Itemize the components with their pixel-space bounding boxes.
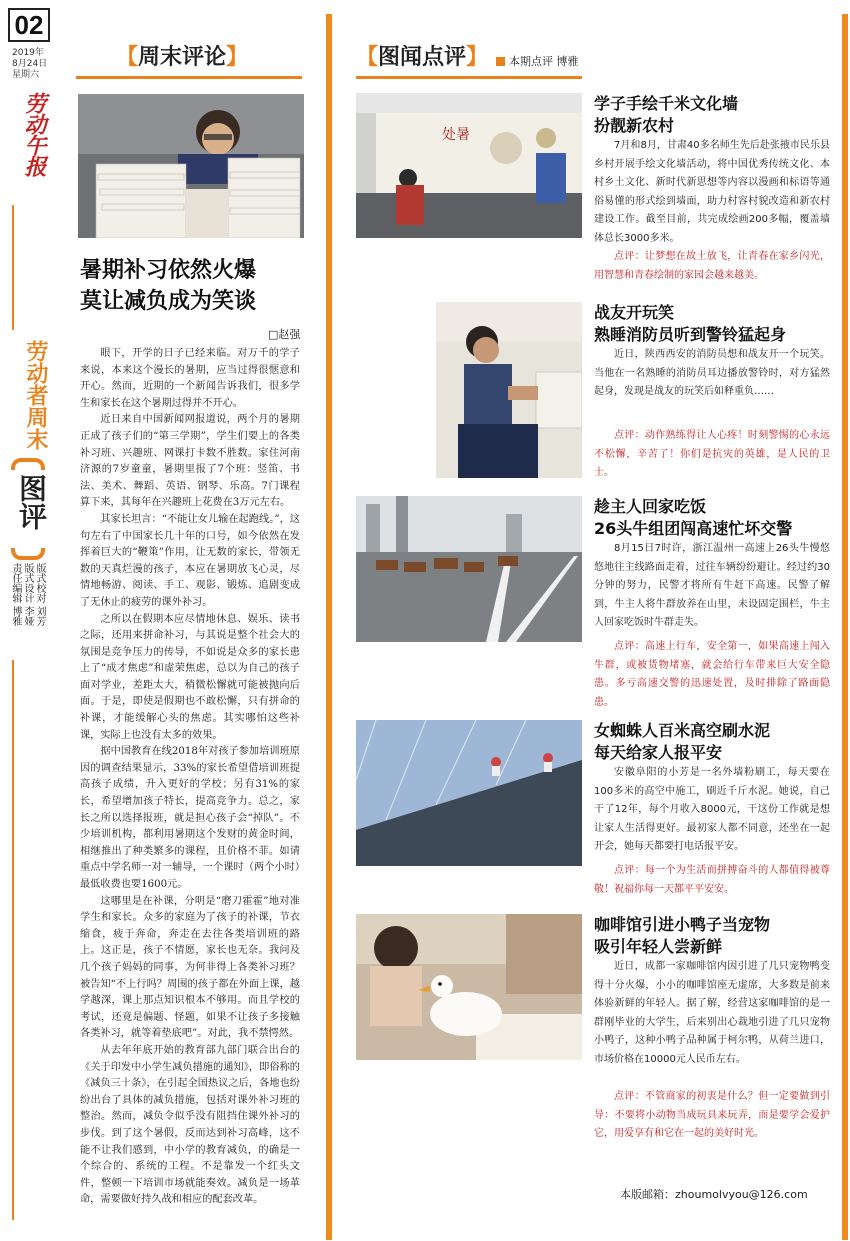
paragraph: 从去年年底开始的教育部九部门联合出台的《关于印发中小学生减负措施的通知》，即俗称的《减负三十条》，在引起全国热议之后，各地也纷纷出台了具体的减负措施，包括对课外补习班的整治。然而，减负令似乎没有阻挡住课外补习的步伐。到了这个暑假，反而达到补习高峰，这不能不让我们感到，中小学的教育减负，的确是一个综合的、系统的工程。不是靠发一个红头文件，整顿一下培训市场就能奏效。减负是一场革命，需要做好持久战和相应的配套改革。 — [80, 1044, 300, 1206]
item-title-line-1: 学子手绘千米文化墙 — [594, 94, 739, 113]
section-header-commentary — [116, 44, 248, 70]
headline-line-1: 暑期补习依然火爆 — [80, 258, 257, 283]
item-title-line-2: 熟睡消防员听到警铃猛起身 — [594, 325, 787, 344]
photo-cafe-duck — [356, 914, 582, 1060]
item-text: 8月15日7时许，浙江温州一高速上26头牛慢悠悠地往主线路面走着，过往车辆纷纷避让。经过约30分钟的努力，民警才将所有牛赶下高速。民警了解到，牛主人将牛群放养在山里，未设固定围栏，牛主人回家吃饭时牛群走失。 — [594, 543, 830, 629]
photo-wall-painting — [356, 93, 582, 238]
item-comment: 点评：高速上行车，安全第一，如果高速上闯入牛群，或被货物堵塞，就会给行车带来巨大安全隐患。多亏高速交警的迅速处置，及时排除了路面隐患。 — [594, 641, 830, 708]
photo-spider-woman — [356, 720, 582, 866]
header-bracket-open: 【 — [356, 44, 379, 70]
date-day: 8月24日 — [12, 59, 48, 69]
item-title — [594, 914, 834, 958]
item-title — [594, 93, 834, 137]
item-title — [594, 302, 834, 346]
photo-student-books — [78, 94, 304, 238]
photo-cattle-highway — [356, 496, 582, 642]
photo-firefighter — [436, 302, 582, 478]
item-title-line-2: 26头牛组团闯高速忙坏交警 — [594, 519, 793, 538]
column-divider-left — [326, 14, 332, 1240]
paragraph: 其家长坦言：“不能让女儿输在起跑线。”，这句左右了中国家长几十年的口号，如今依然在发挥着巨大的“鞭策”作用，让无数的家长，带领无数的天真烂漫的孩子，本应在暑期放飞心灵，尽情地畅游、阅读、手工、观影、锻炼、追剧变成了无休止的疲劳的课外补习。 — [80, 513, 300, 608]
item-title-line-2: 每天给家人报平安 — [594, 743, 723, 762]
item-comment: 点评：动作熟练得让人心疼！时刻警惕的心永远不松懈，辛苦了！你们是抗灾的英雄，是人民的卫士。 — [594, 430, 830, 479]
date-year: 2019年 — [12, 48, 44, 58]
article-headline — [80, 255, 326, 317]
headline-line-2: 莫让减负成为笑谈 — [80, 289, 257, 314]
item-title-line-2: 扮靓新农村 — [594, 116, 675, 135]
page-sidebar — [0, 0, 66, 1241]
paragraph: 近日来自中国新闻网报道说，两个月的暑期正成了孩子们的“第三学期”，学生们要上的各类补习班、兴趣班、网课打卡数不胜数。家住河南济源的7岁童童，暑期里报了7个班：竖笛、书法、美术、舞蹈、英语、钢琴、乐高。7门课程算下来，其每年在兴趣班上花费在3万元左右。 — [80, 414, 300, 509]
item-text: 近日，成都一家咖啡馆内因引进了几只宠物鸭变得十分火爆，小小的咖啡馆座无虚席，大多数是前来体验新鲜的年轻人。据了解，经营这家咖啡馆的是一群刚毕业的大学生，后来别出心裁地引进了几只宠物小鸭子，这种小鸭子品种属于柯尔鸭，从荷兰进口，市场价格在10000元人民币左右。 — [594, 961, 830, 1065]
student-books-illustration — [78, 94, 304, 238]
bracket-bottom-icon — [11, 548, 45, 560]
item-text: 近日，陕西西安的消防员想和战友开一个玩笑。当他在一名熟睡的消防员耳边播放警铃时，对方猛然起身，发现是战友的玩笑后如释重负…… — [594, 349, 830, 398]
editor-note: 本期点评 博雅 — [509, 55, 579, 68]
paragraph: 之所以在假期本应尽情地休息、娱乐、读书之际，还用来拼命补习，与其说是整个社会大的氛围是竞争压力的传导，不如说是众多的家长患上了“成才焦虑”和虚荣焦虑，总以为自己的孩子面对学业，差距太大，稍微松懈就可能被抛向后面。于是，即使是假期也不敢松懈，只有拼命的补课，才能缓解心头的焦虑。其实哪怕这些补课，实际上也没有太多的效果。 — [80, 613, 300, 741]
cattle-highway-illustration — [356, 496, 582, 642]
header-bracket-open: 【 — [116, 44, 139, 70]
bracket-top-icon — [11, 458, 45, 470]
article-body — [80, 346, 300, 1209]
item-title-line-2: 吸引年轻人尝新鲜 — [594, 937, 723, 956]
cafe-duck-illustration — [356, 914, 582, 1060]
item-comment: 点评：让梦想在故土放飞，让青春在家乡闪光，用智慧和青春绘制的家园会越来越美。 — [594, 251, 830, 281]
section-title: 劳动者周末 — [23, 340, 48, 450]
header-bracket-close: 】 — [466, 44, 489, 70]
svg-text:处暑: 处暑 — [442, 127, 470, 143]
item-text: 7月和8月，甘肃40多名师生先后赴张掖市民乐县乡村开展手绘文化墙活动，将中国优秀传统文化、本村乡土文化、新时代新思想等内容以漫画和标语等通俗易懂的形式绘到墙面，助力村容村貌改造和新农村建设工作。截至目前，共完成绘画200多幅，覆盖墙体总长3000多米。 — [594, 140, 830, 244]
page-footer-email: 本版邮箱：zhoumolvyou@126.com — [620, 1188, 808, 1201]
item-title — [594, 496, 834, 540]
newspaper-logo: 劳动午报 — [21, 92, 47, 176]
header-bracket-close: 】 — [226, 44, 249, 70]
article-author: □赵强 — [268, 328, 301, 341]
item-comment: 点评：每一个为生活而拼搏奋斗的人都值得被尊敬！祝福你每一天都平平安安。 — [594, 865, 830, 895]
sidebar-rule-top — [12, 205, 14, 330]
wall-painting-illustration — [356, 93, 582, 238]
header-text: 周末评论 — [138, 44, 227, 70]
item-comment: 点评：不管商家的初衷是什么？但一定要做到引导：不要将小动物当成玩具来玩弄，而是要学会爱护它，用爱享有和它在一起的美好时光。 — [594, 1091, 830, 1140]
sidebar-rule-bottom — [12, 660, 14, 1220]
item-title-line-1: 女蜘蛛人百米高空刷水泥 — [594, 721, 771, 740]
column-divider-right — [842, 14, 848, 1240]
section-header-photo-review — [356, 44, 488, 70]
item-title — [594, 720, 834, 764]
spider-woman-illustration — [356, 720, 582, 866]
item-text: 安徽阜阳的小芳是一名外墙粉刷工，每天要在100多米的高空中施工，刷近千斤水泥。她说，自己干了12年，每个月收入8000元，干这份工作就是想让家人生活得更好。最初家人都不同意，还坐在一起开会，她每天都要打电话报平安。 — [594, 767, 830, 853]
credit-layout: 版式校对 刘芳 — [34, 563, 45, 627]
date-weekday: 星期六 — [12, 70, 40, 80]
item-title-line-1: 战友开玩笑 — [594, 303, 675, 322]
paragraph: 这哪里是在补课，分明是“磨刀霍霍”地对准学生和家长。众多的家庭为了孩子的补课，节衣缩食，疲于奔命，奔走在去往各类培训班的路上。这正是，孩子不情愿，家长也无奈。我问及几个孩子妈妈的同事，为何非得上各类补习班？被告知“不上行吗？周围的孩子都在外面上课，越学越深，课上那点知识根本不够用。而且学校的考试，还竟是偏题、怪题，如果不让孩子多接触各类补习，就等着垫底吧”。对此，我不禁愕然。 — [80, 895, 300, 1040]
square-bullet-icon — [496, 57, 505, 66]
paragraph: 据中国教育在线2018年对孩子参加培训班原因的调查结果显示，33%的家长希望借培训班提高孩子成绩，升入更好的学校；另有31%的家长，希望增加孩子特长，提高竞争力。总之，家长之所以选择报班，就是担心孩子会“掉队”。不少培训机构，都利用暑期这个发财的黄金时间，相继推出了种类繁多的课程，且价格不菲。如请重点中学名师一对一辅导，一个课时（两个小时）最低收费也要1600元。 — [80, 746, 300, 890]
page-number: 02 — [8, 8, 50, 42]
firefighter-illustration — [436, 302, 582, 478]
item-title-line-1: 趁主人回家吃饭 — [594, 497, 707, 516]
section-name: 图评 — [15, 474, 48, 530]
credit-design: 版式设计 李娅 — [22, 563, 33, 627]
item-title-line-1: 咖啡馆引进小鸭子当宠物 — [594, 915, 771, 934]
credit-editor: 责任编辑 博雅 — [10, 563, 21, 627]
header-text: 图闻点评 — [378, 44, 467, 70]
header-underline — [356, 76, 582, 79]
paragraph: 眼下，开学的日子已经来临。对万千的学子来说，本来这个漫长的暑期，应当过得很惬意和开心。然而，近期的一个新闻告诉我们，很多学生和家长在这个暑期过得并不开心。 — [80, 348, 300, 409]
header-underline — [76, 76, 302, 79]
